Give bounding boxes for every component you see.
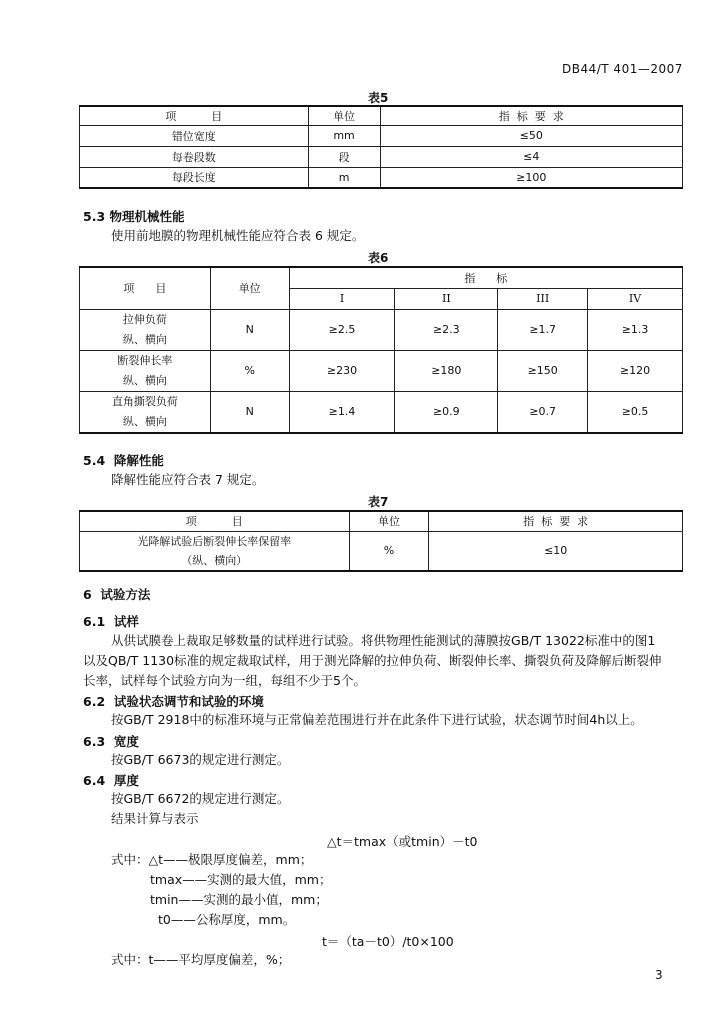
section-6-1-line: 从供试膜卷上裁取足够数量的试样进行试验。将供物理性能测试的薄膜按GB/T 13022标准中的图1 bbox=[111, 633, 656, 648]
table6-head-unit: 单位 bbox=[210, 267, 289, 309]
section-5-3-heading: 5.3 物理机械性能 bbox=[83, 209, 185, 224]
table5-cell: 每卷段数 bbox=[80, 146, 309, 167]
section-6-2-heading: 6.2 试验状态调节和试验的环境 bbox=[83, 694, 264, 709]
table5-cell: ≤4 bbox=[380, 146, 682, 167]
table6-head-index: 指 标 bbox=[289, 267, 682, 288]
table7-item-line1: 光降解试验后断裂伸长率保留率 bbox=[137, 534, 292, 548]
table6-item-cell bbox=[80, 350, 211, 391]
table6-cell: ≥0.9 bbox=[395, 391, 498, 433]
section-6-4-heading: 6.4 厚度 bbox=[83, 773, 139, 788]
table6-item-line1: 断裂伸长率 bbox=[117, 353, 173, 367]
table6-cell: ≥180 bbox=[395, 350, 498, 391]
standard-code: DB44/T 401—2007 bbox=[562, 62, 683, 76]
table6-grade: II bbox=[395, 288, 498, 309]
table6-cell: ≥0.5 bbox=[588, 391, 683, 433]
section-6-1-line: 长率，试样每个试验方向为一组，每组不少于5个。 bbox=[83, 673, 366, 688]
table6-item-line1: 直角撕裂负荷 bbox=[111, 394, 178, 408]
section-6-2-text: 按GB/T 2918中的标准环境与正常偏差范围进行并在此条件下进行试验，状态调节时间4h以上。 bbox=[111, 712, 643, 727]
formula-average-deviation: t＝（ta－t0）/t0×100 bbox=[322, 934, 454, 949]
table6-grade: IV bbox=[588, 288, 683, 309]
section-6-4-text: 按GB/T 6672的规定进行测定。 bbox=[111, 791, 290, 806]
table6-grade: I bbox=[289, 288, 395, 309]
where-line: tmin——实测的最小值，mm； bbox=[150, 892, 328, 907]
table6-cell: ≥150 bbox=[498, 350, 588, 391]
table6-head-item: 项 目 bbox=[80, 267, 211, 309]
table7-caption: 表7 bbox=[368, 495, 389, 509]
table6-cell: ≥1.4 bbox=[289, 391, 395, 433]
table6-grade: III bbox=[498, 288, 588, 309]
table5-head-req: 指 标 要 求 bbox=[380, 106, 682, 125]
table7-cell: ≤10 bbox=[429, 531, 683, 571]
table6-cell: N bbox=[210, 391, 289, 433]
where-line: t0——公称厚度，mm。 bbox=[158, 912, 296, 927]
table6-cell: % bbox=[210, 350, 289, 391]
table5-head-item: 项 目 bbox=[80, 106, 309, 125]
table6-cell: ≥1.3 bbox=[588, 309, 683, 350]
table5-cell: 错位宽度 bbox=[80, 125, 309, 146]
table5 bbox=[79, 105, 683, 189]
page-number: 3 bbox=[655, 968, 663, 982]
table5-head-unit: 单位 bbox=[308, 106, 380, 125]
table7-head-item: 项 目 bbox=[80, 511, 350, 531]
table6-cell: N bbox=[210, 309, 289, 350]
table6-item-line2: 纵、横向 bbox=[122, 332, 167, 346]
table6 bbox=[79, 266, 683, 434]
where-line: 式中：t——平均厚度偏差，%； bbox=[111, 952, 291, 967]
table6-cell: ≥2.5 bbox=[289, 309, 395, 350]
table7 bbox=[79, 510, 683, 572]
table6-cell: ≥2.3 bbox=[395, 309, 498, 350]
table5-caption: 表5 bbox=[368, 91, 389, 105]
section-6-1-heading: 6.1 试样 bbox=[83, 614, 139, 629]
section-6-3-heading: 6.3 宽度 bbox=[83, 734, 139, 749]
table6-item-line2: 纵、横向 bbox=[122, 373, 167, 387]
table5-cell: mm bbox=[308, 125, 380, 146]
table5-cell: 段 bbox=[308, 146, 380, 167]
table7-item-cell bbox=[80, 531, 350, 571]
table7-head-req: 指 标 要 求 bbox=[429, 511, 683, 531]
table6-item-line1: 拉伸负荷 bbox=[122, 312, 167, 326]
section-6-3-text: 按GB/T 6673的规定进行测定。 bbox=[111, 752, 290, 767]
table5-cell: ≥100 bbox=[380, 167, 682, 188]
table6-cell: ≥230 bbox=[289, 350, 395, 391]
table6-cell: ≥0.7 bbox=[498, 391, 588, 433]
formula-limit-deviation: △t＝tmax（或tmin）－t0 bbox=[327, 834, 478, 849]
table5-cell: ≤50 bbox=[380, 125, 682, 146]
table6-cell: ≥120 bbox=[588, 350, 683, 391]
section-6-1-line: 以及QB/T 1130标准的规定裁取试样，用于测光降解的拉伸负荷、断裂伸长率、撕裂负荷及降解后断裂伸 bbox=[83, 653, 662, 668]
table7-head-unit: 单位 bbox=[349, 511, 429, 531]
table7-item-line2: （纵、横向） bbox=[181, 553, 248, 567]
section-6-heading: 6 试验方法 bbox=[83, 587, 151, 602]
table6-item-cell bbox=[80, 391, 211, 433]
table5-cell: 每段长度 bbox=[80, 167, 309, 188]
table6-item-line2: 纵、横向 bbox=[122, 414, 167, 428]
section-6-1-body bbox=[83, 631, 689, 691]
table5-cell: m bbox=[308, 167, 380, 188]
table7-cell: % bbox=[349, 531, 429, 571]
table6-cell: ≥1.7 bbox=[498, 309, 588, 350]
where-line: tmax——实测的最大值，mm； bbox=[150, 872, 332, 887]
result-label: 结果计算与表示 bbox=[111, 811, 199, 826]
section-5-4-heading: 5.4 降解性能 bbox=[83, 453, 164, 468]
section-5-4-text: 降解性能应符合表 7 规定。 bbox=[111, 472, 265, 487]
table6-caption: 表6 bbox=[368, 251, 389, 265]
table6-item-cell bbox=[80, 309, 211, 350]
where-line: 式中：△t——极限厚度偏差，mm； bbox=[111, 852, 313, 867]
section-5-3-text: 使用前地膜的物理机械性能应符合表 6 规定。 bbox=[111, 228, 365, 243]
